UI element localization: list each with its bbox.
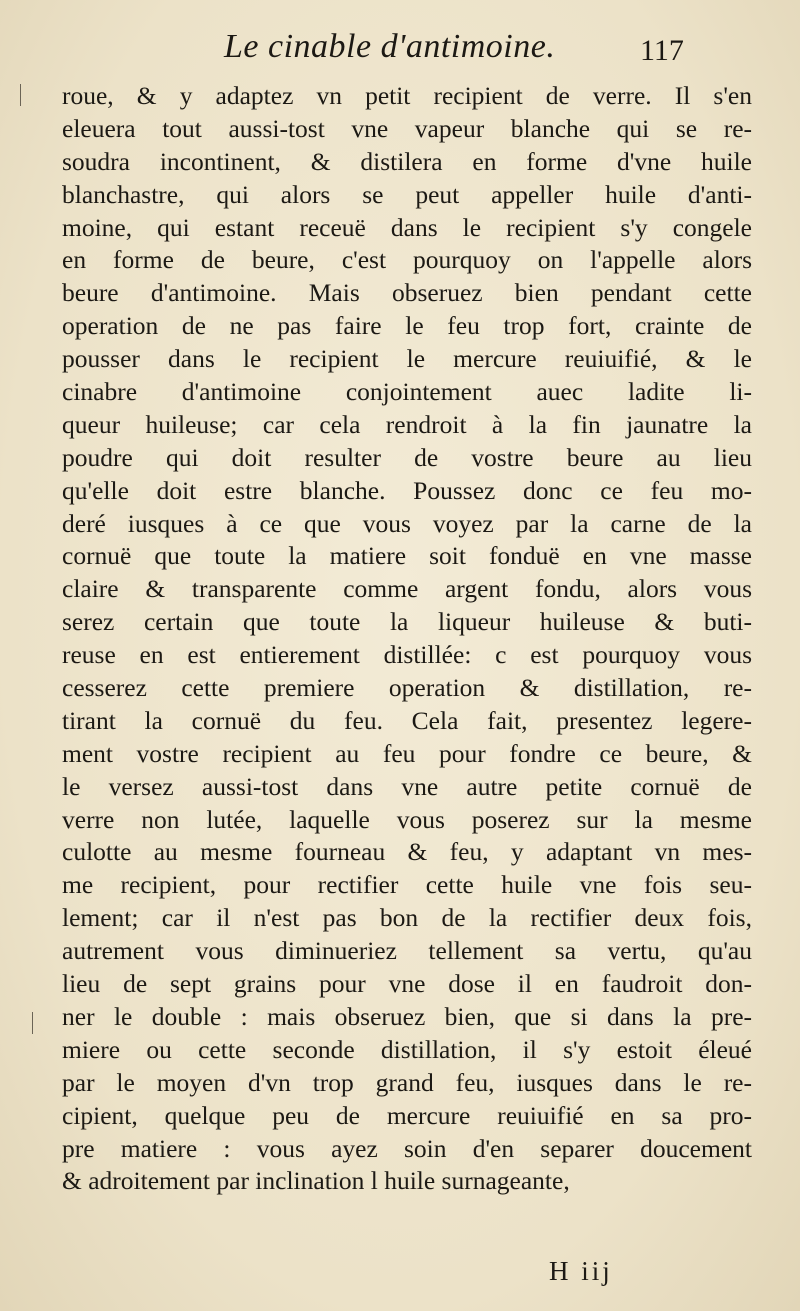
text-line: moine, qui estant receuë dans le recipient s'y congele	[62, 212, 752, 242]
text-line: reuse en est entierement distillée: c est pourquoy vous	[62, 640, 752, 670]
text-line: ner le double : mais obseruez bien, que si dans la pre-	[62, 1001, 752, 1031]
text-line: lement; car il n'est pas bon de la rectifier deux fois,	[62, 903, 752, 933]
text-line: autrement vous diminueriez tellement sa vertu, qu'au	[62, 936, 752, 966]
margin-mark	[32, 1012, 33, 1034]
text-line: cesserez cette premiere operation & distillation, re-	[62, 673, 752, 703]
text-line: roue, & y adaptez vn petit recipient de verre. Il s'en	[62, 81, 752, 110]
text-line: le versez aussi-tost dans vne autre petite cornuë de	[62, 771, 752, 801]
text-line: cornuë que toute la matiere soit fonduë en vne masse	[62, 541, 752, 571]
text-line: verre non lutée, laquelle vous poserez sur la mesme	[62, 804, 752, 834]
text-line: queur huileuse; car cela rendroit à la fin jaunatre la	[62, 409, 752, 439]
text-line: deré iusques à ce que vous voyez par la carne de la	[62, 508, 752, 538]
text-line: soudra incontinent, & distilera en forme d'vne huile	[62, 146, 752, 176]
text-line: cipient, quelque peu de mercure reuiuifié en sa pro-	[62, 1100, 752, 1130]
text-line: tirant la cornuë du feu. Cela fait, presentez legere-	[62, 705, 752, 735]
text-line: blanchastre, qui alors se peut appeller huile d'anti-	[62, 179, 752, 209]
body-text	[62, 80, 752, 1198]
text-line: lieu de sept grains pour vne dose il en faudroit don-	[62, 969, 752, 999]
text-line: & adroitement par inclination l huile surnageante,	[62, 1166, 570, 1196]
running-title: Le cinable d'antimoine.	[224, 28, 556, 65]
text-line: operation de ne pas faire le feu trop fort, crainte de	[62, 311, 752, 341]
text-line: poudre qui doit resulter de vostre beure au lieu	[62, 442, 752, 472]
text-line: claire & transparente comme argent fondu, alors vous	[62, 574, 752, 604]
text-line: par le moyen d'vn trop grand feu, iusques dans le re-	[62, 1067, 752, 1097]
text-line: serez certain que toute la liqueur huileuse & buti-	[62, 607, 752, 637]
page-number: 117	[640, 34, 684, 67]
text-line: en forme de beure, c'est pourquoy on l'appelle alors	[62, 245, 752, 275]
text-line: pousser dans le recipient le mercure reuiuifié, & le	[62, 344, 752, 374]
text-line: qu'elle doit estre blanche. Poussez donc ce feu mo-	[62, 475, 752, 505]
margin-mark	[20, 84, 21, 106]
text-line: culotte au mesme fourneau & feu, y adaptant vn mes-	[62, 837, 752, 867]
text-line: eleuera tout aussi-tost vne vapeur blanche qui se re-	[62, 113, 752, 143]
text-line: pre matiere : vous ayez soin d'en separer doucement	[62, 1133, 752, 1163]
signature-mark: H iij	[549, 1256, 613, 1286]
text-line: ment vostre recipient au feu pour fondre ce beure, &	[62, 738, 752, 768]
text-line: beure d'antimoine. Mais obseruez bien pendant cette	[62, 278, 752, 308]
text-line: miere ou cette seconde distillation, il s'y estoit éleué	[62, 1034, 752, 1064]
text-line: cinabre d'antimoine conjointement auec ladite li-	[62, 377, 752, 407]
page-header	[0, 28, 800, 78]
text-line: me recipient, pour rectifier cette huile vne fois seu-	[62, 870, 752, 900]
